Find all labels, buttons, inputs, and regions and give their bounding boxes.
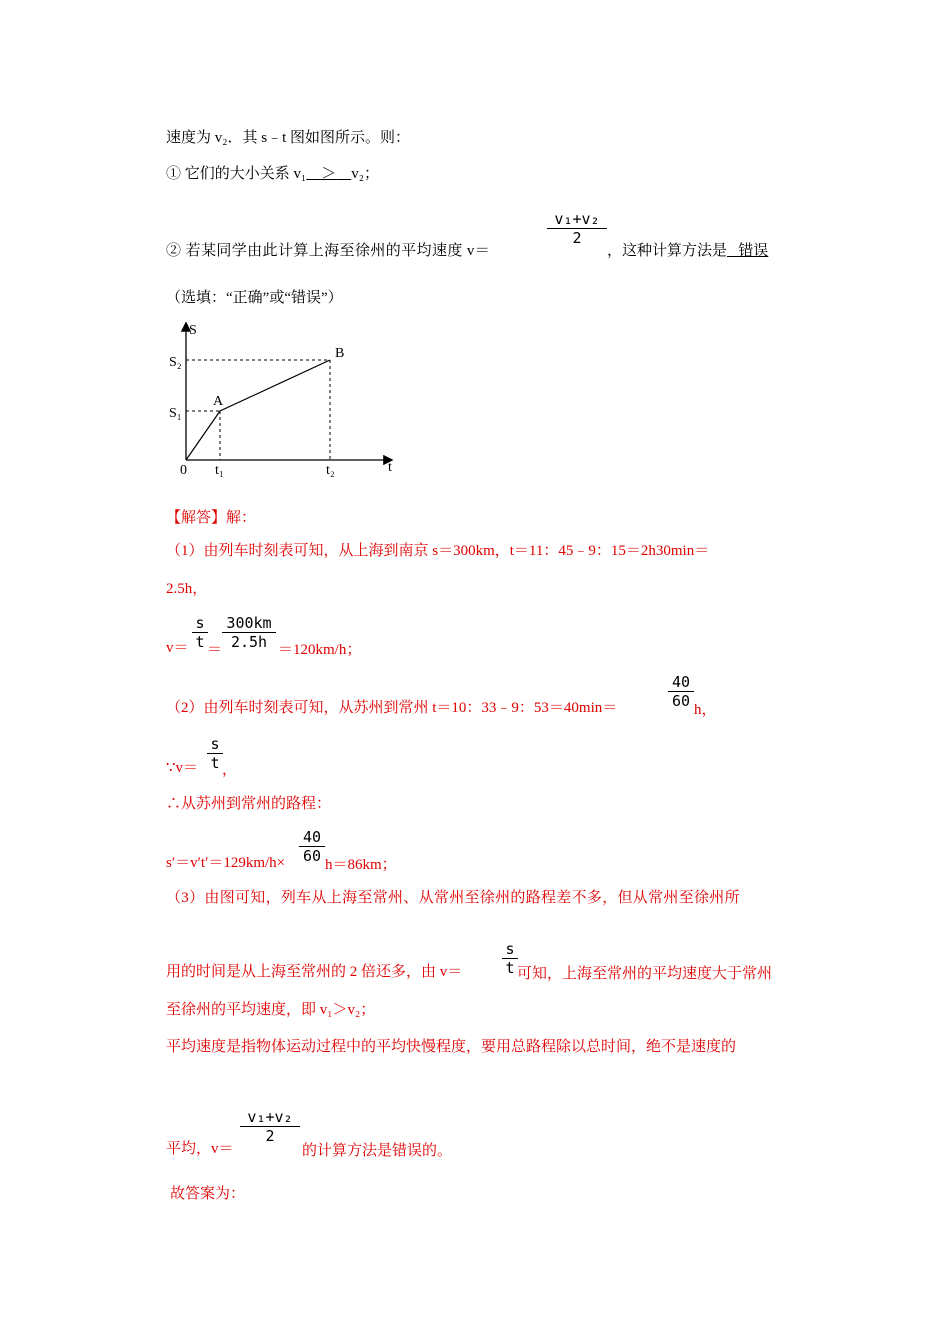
answer-part2-line1: （2）由列车时刻表可知，从苏州到常州 t＝10：33﹣9：53＝40min＝ xyxy=(166,700,618,716)
fraction-denominator: 2 xyxy=(265,1127,275,1145)
fraction-denominator: t xyxy=(505,959,515,977)
fraction-40-over-60-a xyxy=(668,673,694,710)
because-comma: ， xyxy=(222,762,238,778)
answer-part3-line2-prefix: 用的时间是从上海至常州的 2 倍还多，由 v＝ xyxy=(166,964,463,980)
question-line-2-suffix: v₂； xyxy=(351,166,379,182)
answer-part3-line2-suffix: 可知，上海至常州的平均速度大于常州 xyxy=(517,966,773,982)
question-line-3-suffix xyxy=(607,241,768,261)
fraction-denominator: t xyxy=(195,633,205,651)
fraction-s-over-t-3 xyxy=(502,940,518,977)
fraction-numerator: s xyxy=(505,940,515,958)
fraction-average xyxy=(547,210,607,247)
fraction-numerator: v₁+v₂ xyxy=(554,210,600,228)
fraction-s-over-t-2 xyxy=(207,735,223,772)
answer-part5-prefix: 平均，v＝ xyxy=(166,1141,234,1157)
fraction-40-over-60-b xyxy=(299,828,325,865)
point-b-label: B xyxy=(335,346,345,361)
fraction-average-2 xyxy=(240,1108,300,1145)
question-line-1: 速度为 v₂．其 s﹣t 图如图所示。则： xyxy=(166,130,410,146)
fraction-denominator: 2.5h xyxy=(230,633,268,651)
answer-heading: 【解答】解： xyxy=(166,510,257,526)
final-answer-label: 故答案为： xyxy=(170,1186,246,1202)
fraction-denominator: 60 xyxy=(302,847,322,865)
question-line-4: （选填：“正确”或“错误”） xyxy=(166,290,343,306)
fraction-denominator: 60 xyxy=(671,692,691,710)
origin-label: 0 xyxy=(180,463,187,478)
question-line-3-prefix: ② 若某同学由此计算上海至徐州的平均速度 v＝ xyxy=(166,243,491,259)
velocity-result: ＝120km/h； xyxy=(278,642,362,658)
s1-label: S₁ xyxy=(169,406,182,421)
fraction-numerator: s xyxy=(195,614,205,632)
question-line-2-prefix: ① 它们的大小关系 v₁ xyxy=(166,166,307,182)
y-axis-label: S xyxy=(189,323,197,338)
answer-blank-2: 错误 xyxy=(738,243,769,259)
distance-result: h＝86km； xyxy=(325,857,397,873)
because-line: ∵v＝ xyxy=(166,760,199,776)
fraction-numerator: 300km xyxy=(226,614,272,632)
fraction-numerator: 40 xyxy=(302,828,322,846)
fraction-numerator: v₁+v₂ xyxy=(247,1108,293,1126)
fraction-numerator: s xyxy=(210,735,220,753)
s-t-graph xyxy=(165,318,400,483)
graph-line xyxy=(186,360,330,460)
fraction-denominator: t xyxy=(210,754,220,772)
fraction-numerator: 40 xyxy=(671,673,691,691)
question-line-2 xyxy=(166,164,379,184)
t2-label: t₂ xyxy=(326,463,335,478)
answer-part4-line1: 平均速度是指物体运动过程中的平均快慢程度，要用总路程除以总时间，绝不是速度的 xyxy=(166,1039,737,1055)
fraction-denominator: 2 xyxy=(572,229,582,247)
answer-part2-unit: h， xyxy=(694,702,717,718)
therefore-line: ∴从苏州到常州的路程： xyxy=(166,796,332,812)
fraction-300km-over-2.5h xyxy=(222,614,276,651)
equals-sign: ＝ xyxy=(207,642,223,658)
s2-label: S₂ xyxy=(169,355,182,370)
answer-part1-line1: （1）由列车时刻表可知，从上海到南京 s＝300km，t＝11：45﹣9：15＝2h30min＝ xyxy=(166,543,710,559)
fraction-s-over-t-1 xyxy=(192,614,208,651)
answer-part5-suffix: 的计算方法是错误的。 xyxy=(302,1143,453,1159)
answer-blank-1: ＞ xyxy=(321,166,337,182)
point-a-label: A xyxy=(213,394,224,409)
t1-label: t₁ xyxy=(215,463,224,478)
question-line-3-tail: ，这种计算方法是 xyxy=(607,243,728,259)
velocity-eq-prefix: v＝ xyxy=(166,640,189,656)
answer-part3-line3: 至徐州的平均速度，即 v₁＞v₂； xyxy=(166,1002,376,1018)
distance-eq-prefix: s′＝v′t′＝129km/h× xyxy=(166,855,286,871)
x-axis-label: t xyxy=(388,460,392,475)
answer-part3-line1: （3）由图可知，列车从上海至常州、从常州至徐州的路程差不多，但从常州至徐州所 xyxy=(166,890,740,906)
answer-part1-line2: 2.5h， xyxy=(166,581,208,597)
